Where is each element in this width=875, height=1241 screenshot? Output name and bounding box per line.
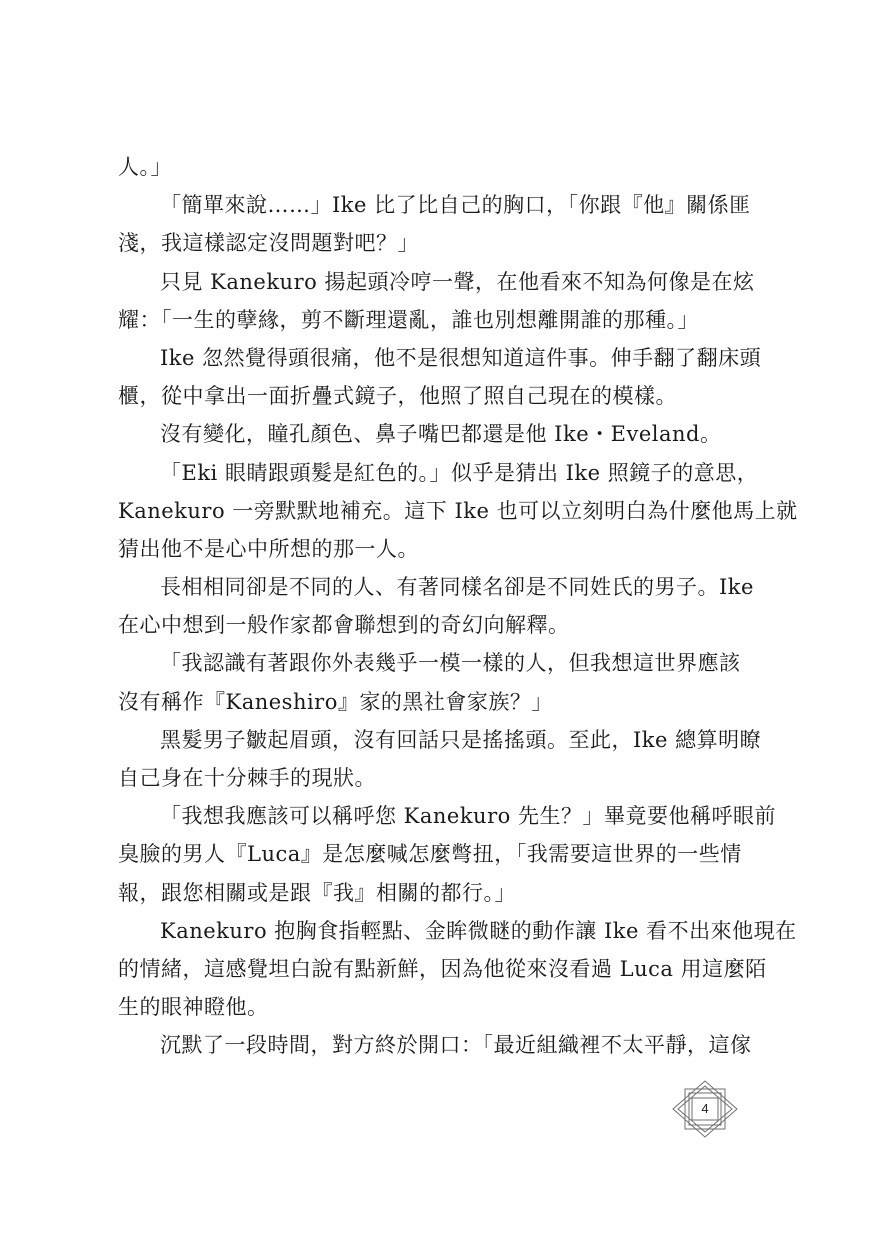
page-number-badge [671, 1079, 739, 1139]
text-line: 淺，我這樣認定沒問題對吧？」 [118, 231, 419, 256]
text-line: Kanekuro 一旁默默地補充。這下 Ike 也可以立刻明白為什麼他馬上就 [118, 498, 798, 523]
text-line: 在心中想到一般作家都會聯想到的奇幻向解釋。 [118, 613, 570, 638]
text-line: 沒有變化，瞳孔顏色、鼻子嘴巴都還是他 Ike・Eveland。 [160, 422, 722, 447]
text-line: Kanekuro 抱胸食指輕點、金眸微瞇的動作讓 Ike 看不出來他現在 [160, 918, 797, 943]
text-line: 猜出他不是心中所想的那一人。 [118, 536, 419, 561]
text-line: 沒有稱作『Kaneshiro』家的黑社會家族？」 [118, 689, 553, 714]
text-line: 自己身在十分棘手的現狀。 [118, 766, 376, 790]
text-line: 報，跟您相關或是跟『我』相關的都行。」 [118, 880, 516, 905]
text-line: 「Eki 眼睛跟頭髮是紅色的。」似乎是猜出 Ike 照鏡子的意思， [160, 460, 759, 485]
text-line: 耀：「一生的孽緣，剪不斷理還亂，誰也別想離開誰的那種。」 [118, 307, 699, 332]
text-line: 生的眼神瞪他。 [118, 995, 269, 1020]
text-line: Ike 忽然覺得頭很痛，他不是很想知道這件事。伸手翻了翻床頭 [160, 345, 762, 370]
page-number: 4 [701, 1101, 709, 1116]
text-line: 「簡單來說……」Ike 比了比自己的胸口，「你跟『他』關係匪 [160, 193, 751, 218]
text-line: 黑髮男子皺起眉頭，沒有回話只是搖搖頭。至此，Ike 總算明瞭 [160, 727, 762, 752]
text-line: 人。」 [118, 155, 172, 179]
text-line: 的情緒，這感覺坦白說有點新鮮，因為他從來沒看過 Luca 用這麼陌 [118, 956, 767, 981]
body-text [118, 148, 798, 1065]
text-line: 櫃，從中拿出一面折疊式鏡子，他照了照自己現在的模樣。 [118, 384, 677, 409]
text-line: 「我認識有著跟你外表幾乎一模一樣的人，但我想這世界應該 [160, 651, 741, 676]
text-line: 「我想我應該可以稱呼您 Kanekuro 先生？」畢竟要他稱呼眼前 [160, 804, 776, 829]
text-line: 只見 Kanekuro 揚起頭冷哼一聲，在他看來不知為何像是在炫 [160, 269, 755, 294]
text-line: 臭臉的男人『Luca』是怎麼喊怎麼彆扭，「我需要這世界的一些情 [118, 842, 742, 867]
text-line: 長相相同卻是不同的人、有著同樣名卻是不同姓氏的男子。Ike [160, 575, 754, 600]
text-line: 沉默了一段時間，對方終於開口：「最近組織裡不太平靜，這傢 [160, 1033, 752, 1058]
